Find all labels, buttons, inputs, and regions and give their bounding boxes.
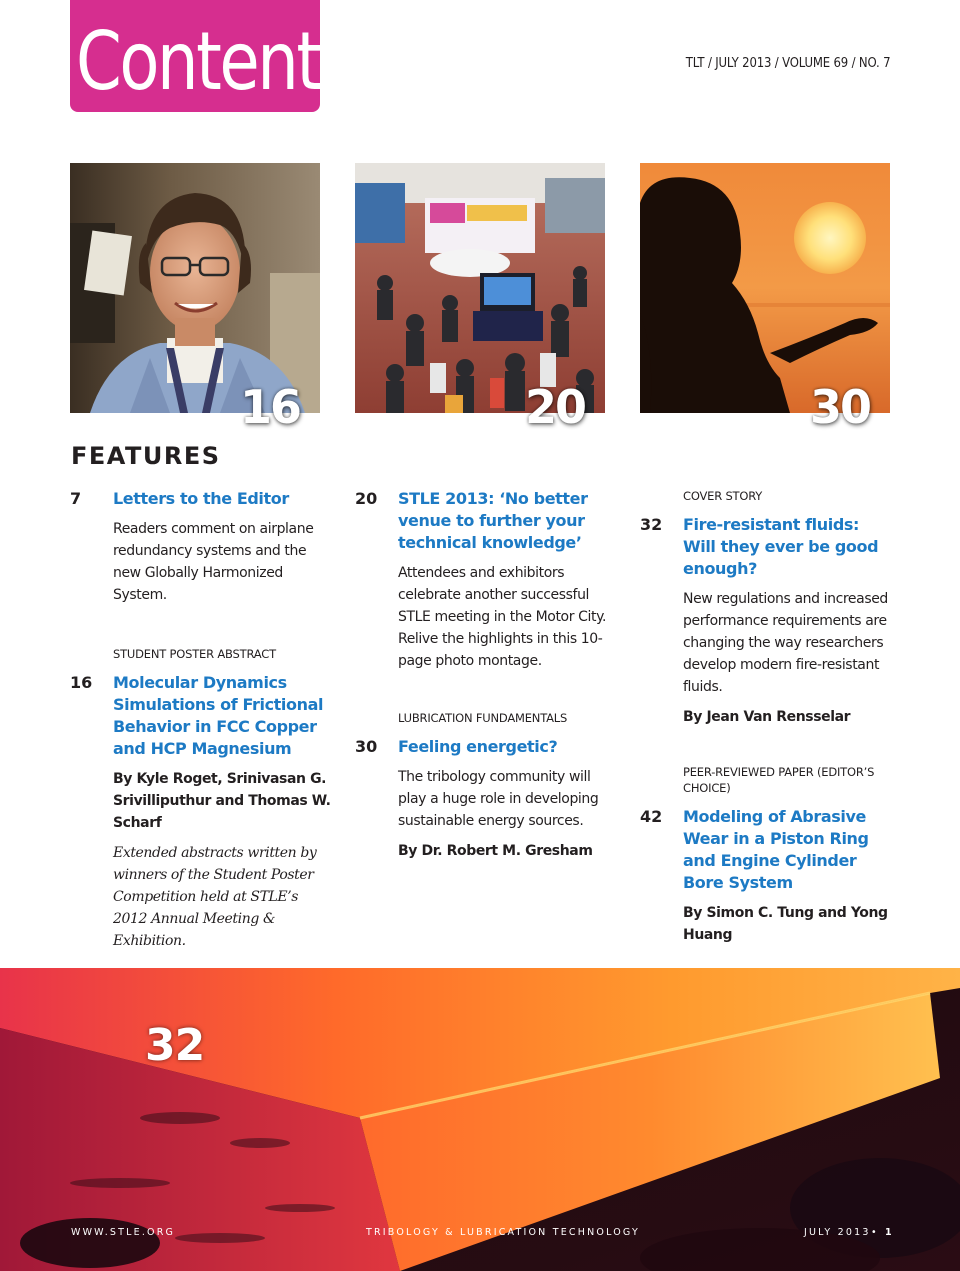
contents-masthead	[70, 0, 352, 112]
entry-description: Attendees and exhibitors celebrate another successful STLE meeting in the Motor City. Relive the highlights in this 10-page photo montage.	[398, 565, 607, 669]
entry-kicker: LUBRICATION FUNDAMENTALS	[398, 711, 568, 725]
toc-entry[interactable]	[355, 488, 618, 672]
entry-title[interactable]: Feeling energetic?	[398, 737, 558, 756]
portrait-photo[interactable]	[70, 163, 320, 413]
entry-title[interactable]: Molecular Dynamics Simulations of Frictional Behavior in FCC Copper and HCP Magnesium	[113, 673, 324, 758]
toc-entry[interactable]	[640, 488, 893, 728]
toc-entry[interactable]	[355, 710, 618, 862]
cover-page-number: 32	[145, 1020, 205, 1071]
footer-date: JULY 2013	[804, 1227, 871, 1238]
contents-column-1	[70, 488, 333, 952]
exhibit-hall-photo-image	[355, 163, 605, 413]
footer-url[interactable]: WWW.STLE.ORG	[71, 1227, 176, 1238]
entry-byline: By Kyle Roget, Srinivasan G. Srivilliputhur and Thomas W. Scharf	[113, 771, 331, 831]
features-heading: FEATURES	[71, 442, 221, 470]
portrait-photo-image	[70, 163, 320, 413]
entry-page-number: 16	[70, 673, 93, 692]
toc-entry[interactable]	[70, 488, 333, 606]
hot-metal-slab-image	[0, 968, 960, 1271]
entry-page-number: 32	[640, 515, 663, 534]
entry-description: New regulations and increased performance requirements are changing the way researchers develop modern fire-resistant fluids.	[683, 591, 888, 695]
issue-info: TLT / JULY 2013 / VOLUME 69 / NO. 7	[685, 56, 890, 71]
cover-story-image[interactable]	[0, 968, 960, 1271]
sunset-silhouette-photo[interactable]	[640, 163, 890, 413]
footer-separator: •	[871, 1227, 879, 1238]
entry-byline: By Dr. Robert M. Gresham	[398, 843, 593, 859]
entry-note: Extended abstracts written by winners of the Student Poster Competition held at STLE’s 2012 Annual Meeting & Exhibition.	[113, 845, 317, 949]
photo-page-number: 16	[239, 380, 300, 434]
footer-magazine-name: TRIBOLOGY & LUBRICATION TECHNOLOGY	[366, 1227, 640, 1238]
entry-description: Readers comment on airplane redundancy systems and the new Globally Harmonized System.	[113, 521, 314, 603]
entry-title[interactable]: Fire-resistant fluids: Will they ever be good enough?	[683, 515, 879, 578]
photo-page-number: 20	[524, 380, 585, 434]
entry-byline: By Jean Van Rensselar	[683, 709, 851, 725]
entry-kicker: COVER STORY	[683, 489, 763, 503]
entry-title[interactable]: Letters to the Editor	[113, 489, 289, 508]
entry-page-number: 7	[70, 489, 82, 508]
sunset-silhouette-photo-image	[640, 163, 890, 413]
contents-column-3	[640, 488, 893, 954]
entry-title[interactable]: STLE 2013: ‘No better venue to further your technical knowledge’	[398, 489, 588, 552]
toc-entry[interactable]	[640, 764, 893, 946]
footer-page-number: 1	[885, 1227, 894, 1238]
entry-page-number: 42	[640, 807, 663, 826]
photo-page-number: 30	[809, 380, 870, 434]
exhibit-hall-photo[interactable]	[355, 163, 605, 413]
page-title: Contents	[76, 15, 352, 108]
entry-description: The tribology community will play a huge role in developing sustainable energy sources.	[398, 769, 599, 829]
entry-byline: By Simon C. Tung and Yong Huang	[683, 905, 888, 943]
entry-page-number: 20	[355, 489, 378, 508]
toc-entry[interactable]	[70, 646, 333, 952]
entry-kicker: STUDENT POSTER ABSTRACT	[113, 647, 276, 661]
contents-column-2	[355, 488, 618, 870]
entry-kicker: PEER-REVIEWED PAPER (EDITOR’S CHOICE)	[683, 765, 875, 795]
entry-title[interactable]: Modeling of Abrasive Wear in a Piston Ring and Engine Cylinder Bore System	[683, 807, 869, 892]
entry-page-number: 30	[355, 737, 378, 756]
page-footer	[0, 1227, 960, 1241]
